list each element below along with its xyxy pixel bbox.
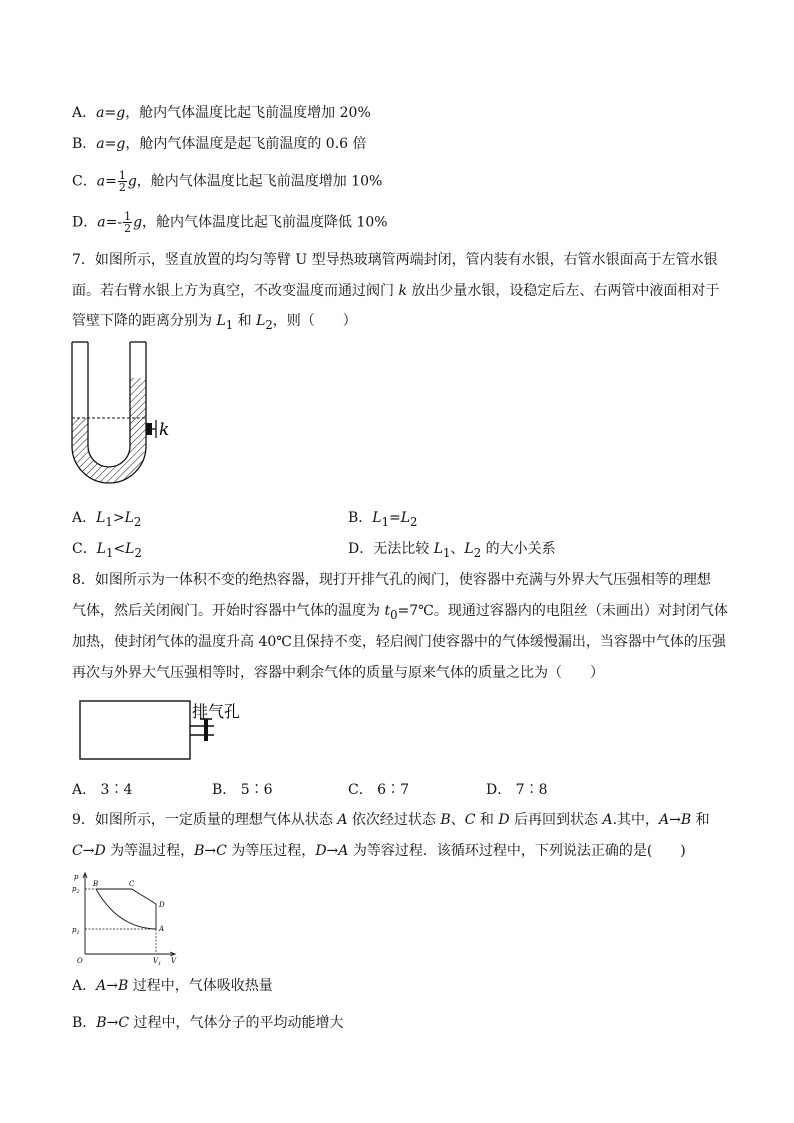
p1-label: $p_1$ <box>72 926 80 936</box>
container-box <box>80 701 190 759</box>
q9-option-a: A．A→B 过程中，气体吸收热量 <box>72 978 273 994</box>
point-a-label: A <box>159 925 165 933</box>
fraction: $\frac{1}{2}$ <box>124 210 132 235</box>
q6-option-d: D．a=- $\frac{1}{2}$ g，舱内气体温度比起飞前温度降低 10% <box>72 210 388 235</box>
q7-stem-line3: 管壁下降的距离分别为 $L_1$ 和 $L_2$，则（ ） <box>72 313 357 332</box>
point-d-label: D <box>159 901 165 909</box>
q7-stem-line2: 面。若右臂水银上方为真空，不改变温度而通过阀门 k 放出少量水银，设稳定后左、右两管中液面相对于 <box>72 283 720 299</box>
q8-option-b: B． 5∶6 <box>212 782 273 798</box>
p-axis-label: p <box>74 873 79 881</box>
u-tube-diagram <box>60 338 190 498</box>
process-c-d <box>132 889 156 904</box>
point-c-label: C <box>129 880 135 888</box>
q8-option-c: C． 6∶7 <box>348 782 409 798</box>
q8-stem-line3: 加热，使封闭气体的温度升高 40℃且保持不变，轻启阀门使容器中的气体缓慢漏出，当容器中气体的压强 <box>72 634 726 650</box>
q8-stem-line4: 再次与外界大气压强相等时，容器中剩余气体的质量与原来气体的质量之比为（ ） <box>72 665 604 681</box>
q7-stem-line1: 7．如图所示，竖直放置的均匀等臂 U 型导热玻璃管两端封闭，管内装有水银，右管水银面高于左管水银 <box>72 252 718 268</box>
fraction: $\frac{1}{2}$ <box>118 169 126 194</box>
q8-option-d: D． 7∶8 <box>486 782 548 798</box>
pv-diagram <box>70 870 180 965</box>
q9-stem-line2: C→D 为等温过程，B→C 为等压过程，D→A 为等容过程．该循环过程中，下列说法正确的是( ) <box>72 843 686 859</box>
tube-inner-wall <box>88 342 130 467</box>
q7-option-d: D．无法比较 $L_1$、$L_2$ 的大小关系 <box>348 541 556 560</box>
p2-label: $p_2$ <box>72 885 80 895</box>
vent-label: 排气孔 <box>192 702 241 721</box>
q9-option-b: B．B→C 过程中，气体分子的平均动能增大 <box>72 1015 344 1031</box>
container-diagram <box>74 695 254 765</box>
q6-option-b: B．a=g，舱内气体温度是起飞前温度的 0.6 倍 <box>72 136 367 152</box>
q9-stem-line1: 9．如图所示，一定质量的理想气体从状态 A 依次经过状态 B、C 和 D 后再回到状态 A.其中，A→B 和 <box>72 812 710 828</box>
process-a-b <box>96 889 156 929</box>
v-axis-label: V <box>171 957 177 965</box>
q6-option-c: C．a= $\frac{1}{2}$ g，舱内气体温度比起飞前温度增加 10% <box>72 169 383 194</box>
v1-label: $V_1$ <box>153 957 162 967</box>
q7-option-b: B．$L_1=L_2$ <box>348 510 418 529</box>
origin-label: O <box>77 957 83 965</box>
valve-label: k <box>159 420 170 440</box>
valve-k <box>146 423 152 435</box>
point-b-label: B <box>93 880 99 888</box>
q8-option-a: A． 3∶4 <box>72 782 133 798</box>
q8-stem-line1: 8．如图所示为一体积不变的绝热容器，现打开排气孔的阀门，使容器中充满与外界大气压强相等的理想 <box>72 572 711 588</box>
vent-valve <box>204 719 208 741</box>
q7-option-c: C．$L_1<L_2$ <box>72 541 142 560</box>
q7-option-a: A．$L_1>L_2$ <box>72 510 142 529</box>
q6-option-a: A．a=g，舱内气体温度比起飞前温度增加 20% <box>72 105 371 121</box>
q8-stem-line2: 气体，然后关闭阀门。开始时容器中气体的温度为 $t_0=7℃$。现通过容器内的电阻丝（未画出）对封闭气体 <box>72 603 728 622</box>
